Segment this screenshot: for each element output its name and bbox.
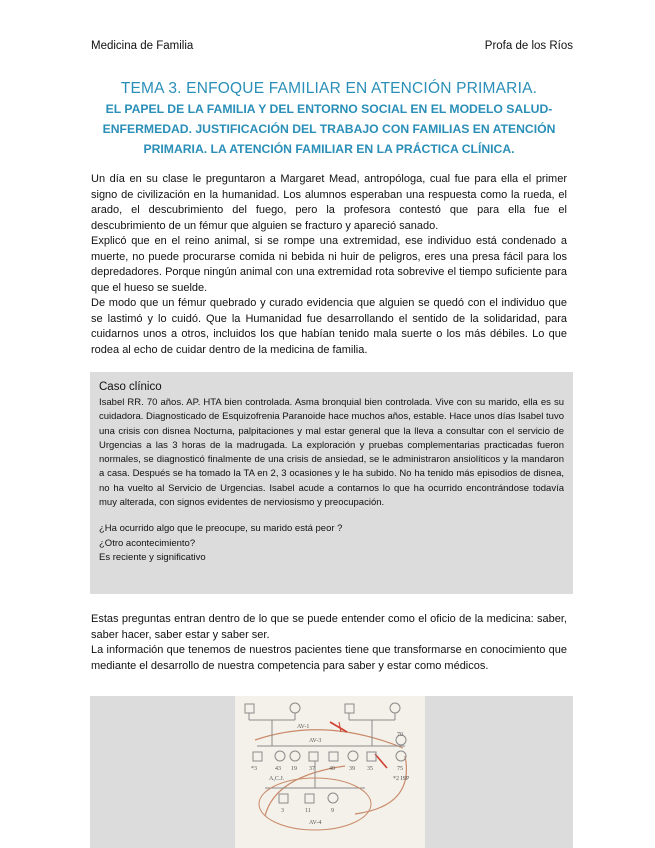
intro-paragraph: Explicó que en el reino animal, si se rompe una extremidad, ese individuo está condenado a muerte, no puede procurarse comida ni bebida ni huir de peligros, eres una presa fácil para los depredadores. Porque ningún animal con una extremidad rota sobrevive el tiempo suficiente para que el hueso se suelde.	[91, 235, 567, 294]
subtitle-line: EL PAPEL DE LA FAMILIA Y DEL ENTORNO SOCIAL EN EL MODELO SALUD-	[105, 102, 553, 116]
conclusion-paragraph: La información que tenemos de nuestros pacientes tiene que transformarse en conocimiento que mediante el desarrollo de nuestra competencia para saber y estar como médicos.	[91, 644, 567, 672]
title-subtitle	[90, 99, 568, 159]
genogram-label: AV-3	[309, 738, 322, 744]
genogram-figure-box	[90, 696, 573, 848]
conclusion-text	[91, 612, 567, 674]
case-question: ¿Ha ocurrido algo que le preocupe, su marido está peor ?	[99, 523, 343, 535]
genogram-label: AV-1	[297, 724, 310, 730]
genogram-label: *2 ISP	[393, 776, 410, 782]
genogram-label: 39	[349, 766, 355, 772]
case-question: ¿Otro acontecimiento?	[99, 537, 196, 549]
genogram-image	[235, 696, 425, 848]
genogram-label: *3	[251, 766, 257, 772]
case-text: Isabel RR. 70 años. AP. HTA bien controlada. Asma bronquial bien controlada. Vive con su marido, ella es su cuidadora. Diagnosticado de Esquizofrenia Paranoide hace muchos años, estable. Hace unos días Isabel tuvo una crisis con disnea Nocturna, palpitaciones y mal estar general que la lleva a consultar con el servicio de Urgencias a las 3 horas de la madrugada. La exploración y pruebas complementarias practicadas fueron normales, se diagnosticó finalmente de una crisis de ansiedad, se le administraron ansiolíticos y la mandaron a casa. Después se ha tomado la TA en 2, 3 ocasiones y le ha subido. No ha tenido más episodios de disnea, no ha vuelto al Servicio de Urgencias. Isabel acude a contarnos lo que ha ocurrido encontrándose todavía muy alterada, con signos evidentes de nerviosismo y preocupación.	[99, 397, 564, 509]
header-author: Profa de los Ríos	[484, 40, 573, 52]
genogram-label: 43	[275, 766, 281, 772]
subtitle-line: ENFERMEDAD. JUSTIFICACIÓN DEL TRABAJO CON FAMILIAS EN ATENCIÓN	[102, 122, 556, 136]
document-title	[90, 80, 568, 159]
intro-text	[91, 172, 567, 358]
genogram-paper	[235, 696, 425, 848]
case-question: Es reciente y significativo	[99, 551, 206, 563]
genogram-label: 75	[397, 766, 403, 772]
intro-paragraph: De modo que un fémur quebrado y curado evidencia que alguien se quedó con el individuo que se lastimó y lo cuidó. Que la Humanidad fue desarrollando el sentido de la solidaridad, para cuidarnos unos a otros, incluidos los que habían tenido mala suerte o los más débiles. Lo que rodea al echo de cuidar dentro de la medicina de familia.	[91, 297, 567, 356]
genogram-label: A,C.J.	[269, 776, 285, 782]
genogram-label: 9	[331, 808, 334, 814]
subtitle-line: PRIMARIA. LA ATENCIÓN FAMILIAR EN LA PRÁCTICA CLÍNICA.	[143, 142, 515, 156]
case-title: Caso clínico	[99, 381, 162, 393]
title-main: TEMA 3. ENFOQUE FAMILIAR EN ATENCIÓN PRIMARIA.	[120, 80, 538, 97]
header-course: Medicina de Familia	[91, 40, 194, 52]
genogram-label: AV-4	[309, 820, 322, 826]
genogram-label: 11	[305, 808, 311, 814]
clinical-case-box	[90, 372, 573, 594]
genogram-label: 19	[291, 766, 297, 772]
intro-paragraph: Un día en su clase le preguntaron a Margaret Mead, antropóloga, cual fue para ella el primer signo de civilización en la humanidad. Los alumnos esperaban una respuesta como la rueda, el arado, el descubrimiento del fuego, pero la profesora contestó que para ella fue el descubrimiento de un fémur que alguien se fracturo y apareció sanado.	[91, 173, 567, 232]
genogram-label: 40	[329, 766, 335, 772]
genogram-label: 37	[309, 766, 315, 772]
genogram-label: 35	[367, 766, 373, 772]
genogram-label: 3	[281, 808, 284, 814]
genogram-label: 70	[397, 732, 403, 738]
case-questions	[99, 522, 564, 565]
conclusion-paragraph: Estas preguntas entran dentro de lo que se puede entender como el oficio de la medicina: saber, saber hacer, saber estar y saber ser.	[91, 613, 567, 641]
